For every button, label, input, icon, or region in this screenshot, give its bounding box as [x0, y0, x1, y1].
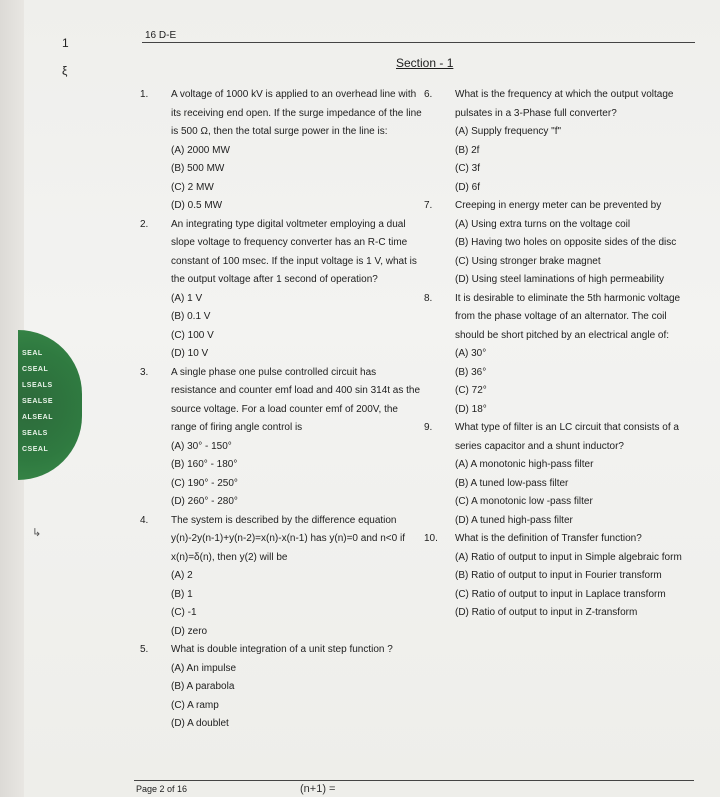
right-question-column	[424, 86, 694, 623]
answer-option: (D) 260° - 280°	[171, 496, 238, 507]
question-text: A voltage of 1000 kV is applied to an overhead line with its receiving end open. If the surge impedance of the line is 500 Ω, then the total surge power in the line is:	[171, 89, 422, 137]
answer-option: (D) A tuned high-pass filter	[455, 514, 573, 526]
answer-option: (D) 10 V	[171, 348, 209, 359]
question-number: 9.	[424, 422, 433, 433]
question-item	[140, 86, 422, 216]
answer-option: (C) 72°	[455, 385, 487, 396]
question-text: Creeping in energy meter can be prevented by	[455, 200, 662, 211]
answer-option: (B) 36°	[455, 366, 487, 378]
answer-option: (C) Ratio of output to input in Laplace transform	[455, 588, 666, 600]
question-item	[424, 419, 694, 530]
question-item	[140, 364, 422, 512]
answer-option: (B) A tuned low-pass filter	[455, 477, 569, 489]
answer-option: (D) 18°	[455, 403, 487, 415]
question-item	[140, 512, 422, 642]
question-number: 5.	[140, 644, 149, 655]
question-item	[140, 641, 422, 734]
question-text: The system is described by the difference equation y(n)-2y(n-1)+y(n-2)=x(n)-x(n-1) has y(n)=0 and n<0 if x(n)=δ(n), then y(2) will be	[171, 514, 405, 563]
answer-option: (B) 500 MW	[171, 163, 225, 174]
answer-option: (A) A monotonic high-pass filter	[455, 459, 594, 470]
answer-option: (D) A doublet	[171, 718, 229, 729]
question-item	[424, 530, 694, 623]
official-seal: SEAL CSEAL LSEALS SEALSE ALSEAL SEALS CSEAL	[18, 330, 82, 480]
question-text: What is double integration of a unit step function ?	[171, 644, 393, 655]
question-number: 4.	[140, 514, 149, 526]
question-text: An integrating type digital voltmeter employing a dual slope voltage to frequency converter has an R-C time constant of 100 msec. If the input voltage is 1 V, what is the output voltage after 1 second of operation?	[171, 218, 417, 285]
answer-option: (A) 30°	[455, 348, 487, 359]
answer-option: (B) 2f	[455, 144, 480, 156]
page-number: Page 2 of 16	[136, 784, 188, 794]
margin-mark: ξ	[62, 64, 68, 78]
answer-option: (D) Ratio of output to input in Z-transform	[455, 607, 638, 618]
paper-code: 16 D-E	[145, 30, 177, 41]
answer-option: (D) Using steel laminations of high permeability	[455, 274, 664, 285]
answer-option: (C) A monotonic low -pass filter	[455, 496, 593, 507]
answer-option: (C) 100 V	[171, 329, 214, 341]
pen-mark-icon: ↳	[32, 527, 42, 539]
answer-option: (A) An impulse	[171, 662, 237, 674]
answer-option: (B) Having two holes on opposite sides of the disc	[455, 237, 677, 248]
question-text: A single phase one pulse controlled circuit has resistance and counter emf load and 400 sin 314t as the source voltage. For a load counter emf of 200V, the range of firing angle control is	[171, 366, 421, 433]
footer-rule	[134, 780, 694, 781]
answer-option: (C) Using stronger brake magnet	[455, 255, 601, 267]
question-item	[424, 86, 694, 197]
answer-option: (C) A ramp	[171, 699, 219, 711]
margin-marks	[62, 36, 69, 92]
question-number: 7.	[424, 200, 433, 211]
answer-option: (C) 3f	[455, 163, 480, 174]
answer-option: (A) Using extra turns on the voltage coil	[455, 218, 631, 230]
answer-option: (C) 2 MW	[171, 181, 214, 193]
question-text: What is the frequency at which the output voltage pulsates in a 3-Phase full converter?	[455, 89, 674, 119]
answer-option: (A) 2000 MW	[171, 144, 230, 156]
section-title: Section - 1	[396, 56, 454, 70]
question-number: 10.	[424, 533, 438, 544]
answer-option: (D) 6f	[455, 181, 480, 193]
question-item	[140, 216, 422, 364]
question-number: 2.	[140, 218, 149, 230]
margin-mark: 1	[62, 36, 69, 50]
question-number: 1.	[140, 89, 149, 100]
question-item	[424, 290, 694, 420]
answer-option: (B) 160° - 180°	[171, 459, 238, 470]
question-text: It is desirable to eliminate the 5th harmonic voltage from the phase voltage of an alternator. The coil should be short pitched by an electrical angle of:	[455, 292, 681, 341]
question-text: What is the definition of Transfer function?	[455, 533, 642, 544]
answer-option: (A) 2	[171, 570, 193, 581]
answer-option: (A) 30° - 150°	[171, 440, 232, 452]
answer-option: (A) Supply frequency "f"	[455, 126, 562, 137]
answer-option: (B) 1	[171, 588, 193, 600]
answer-option: (B) A parabola	[171, 681, 235, 692]
answer-option: (C) -1	[171, 607, 197, 618]
question-number: 6.	[424, 89, 433, 100]
answer-option: (A) Ratio of output to input in Simple algebraic form	[455, 551, 682, 563]
answer-option: (D) 0.5 MW	[171, 200, 223, 211]
handwritten-note: (n+1) =	[300, 783, 336, 795]
question-number: 3.	[140, 366, 149, 378]
answer-option: (C) 190° - 250°	[171, 477, 238, 489]
question-item	[424, 197, 694, 290]
answer-option: (A) 1 V	[171, 292, 203, 304]
answer-option: (D) zero	[171, 625, 208, 637]
header-rule	[142, 42, 695, 43]
answer-option: (B) Ratio of output to input in Fourier transform	[455, 570, 662, 581]
question-number: 8.	[424, 292, 433, 304]
answer-option: (B) 0.1 V	[171, 311, 211, 322]
left-question-column	[140, 86, 422, 734]
question-text: What type of filter is an LC circuit that consists of a series capacitor and a shunt inductor?	[455, 422, 679, 452]
